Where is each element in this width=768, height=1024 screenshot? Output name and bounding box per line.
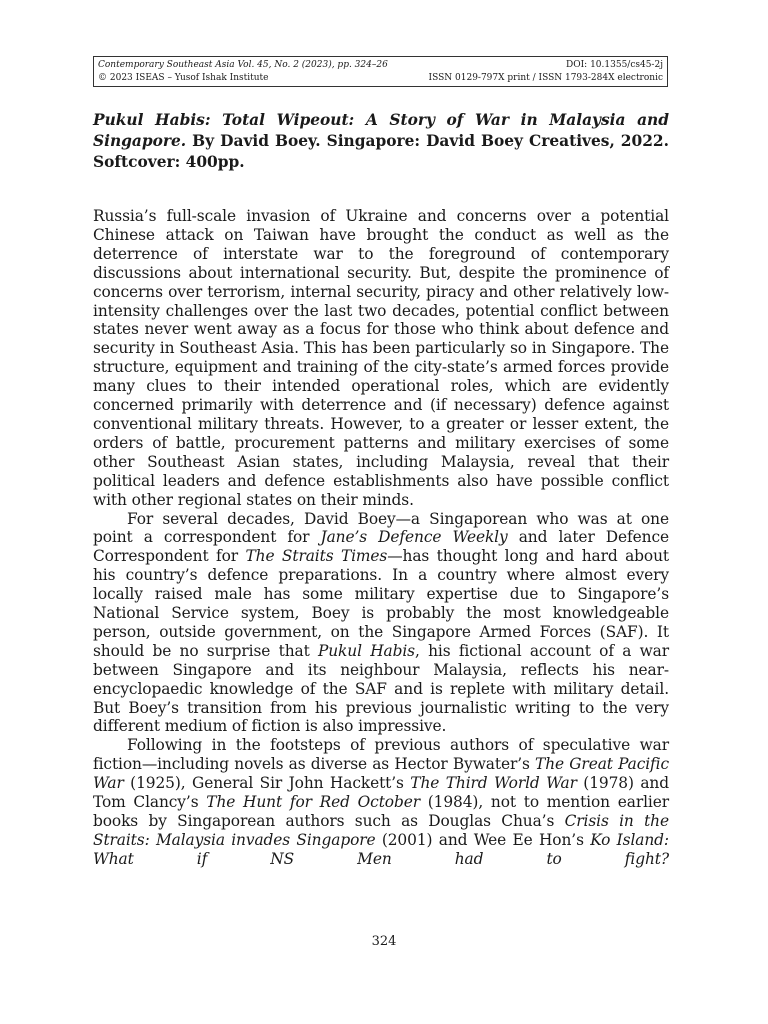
p2-text-2: and later Defence Correspondent for (93, 528, 669, 566)
p2-italic-2: The Straits Times (245, 547, 388, 566)
paragraph-3 (93, 736, 669, 868)
p2-italic-3: Pukul Habis (317, 641, 415, 660)
header-row-1 (98, 59, 663, 72)
paragraph-1: Russia’s full-scale invasion of Ukraine and concerns over a potential Chinese attack on Taiwan have brought the conduct as well as the deterrence of interstate war to the foreground of contemporary discussions about international security. But, despite the prominence of concerns over terrorism, internal security, piracy and other relatively low-intensity challenges over the last two decades, potential conflict between states never went away as a focus for those who think about defence and security in Southeast Asia. This has been particularly so in Singapore. The structure, equipment and training of the city-state’s armed forces provide many clues to their intended operational roles, which are evidently concerned primarily with deterrence and (if necessary) defence against conventional military threats. However, to a greater or lesser extent, the orders of battle, procurement patterns and military exercises of some other Southeast Asian states, including Malaysia, reveal that their political leaders and defence establishments also have possible conflict with other regional states on their minds. (93, 207, 669, 509)
p3-text-1: Following in the footsteps of previous authors of speculative war fiction—including novels as diverse as Hector Bywater’s (93, 736, 669, 774)
copyright: © 2023 ISEAS – Yusof Ishak Institute (98, 73, 269, 83)
book-citation: By David Boey. Singapore: David Boey Creatives, 2022. Softcover: 400pp. (93, 132, 669, 171)
journal-citation: Contemporary Southeast Asia Vol. 45, No. 2 (2023), pp. 324–26 (98, 60, 388, 70)
p3-italic-1: The Great Pacific War (93, 755, 669, 793)
p3-italic-5: Ko Island: What if NS Men had to fight? (93, 830, 670, 868)
doi[interactable]: DOI: 10.1355/cs45-2j (566, 60, 663, 70)
p2-text-1: For several decades, David Boey—a Singaporean who was at one point a correspondent for (93, 509, 669, 547)
paragraph-2 (93, 510, 669, 737)
review-body (93, 207, 669, 869)
page-number: 324 (371, 934, 397, 949)
journal-header-box (93, 56, 668, 87)
p2-text-4: , his fictional account of a war between Singapore and its neighbour Malaysia, reflects his near-encyclopaedic knowledge of the SAF and is replete with military detail. But Boey’s transition from his previous journalistic writing to the very different medium of fiction is also impressive. (93, 641, 669, 736)
p3-italic-4: Crisis in the Straits: Malaysia invades Singapore (93, 812, 669, 849)
p2-text-3: —has thought long and hard about his country’s defence preparations. In a country where almost every locally raised male has some military expertise due to Singapore’s National Service system, Boey is probably the most knowledgeable person, outside government, on the Singapore Armed Forces (SAF). It should be no surprise that (93, 547, 669, 660)
p3-italic-3: The Hunt for Red October (206, 793, 420, 812)
p3-italic-2: The Third World War (410, 774, 577, 793)
issn: ISSN 0129-797X print / ISSN 1793-284X electronic (428, 73, 663, 83)
p3-text-5: (2001) and Wee Ee Hon’s (375, 830, 591, 849)
p2-italic-1: Jane’s Defence Weekly (320, 528, 508, 547)
review-title (93, 110, 669, 173)
p3-text-4: (1984), not to mention earlier books by Singaporean authors such as Douglas Chua’s (93, 793, 669, 830)
header-row-2 (98, 72, 663, 85)
book-title: Pukul Habis: Total Wipeout: A Story of War in Malaysia and Singapore. (93, 111, 669, 150)
p3-text-2: (1925), General Sir John Hackett’s (123, 774, 411, 793)
p3-text-3: (1978) and Tom Clancy’s (93, 774, 669, 812)
